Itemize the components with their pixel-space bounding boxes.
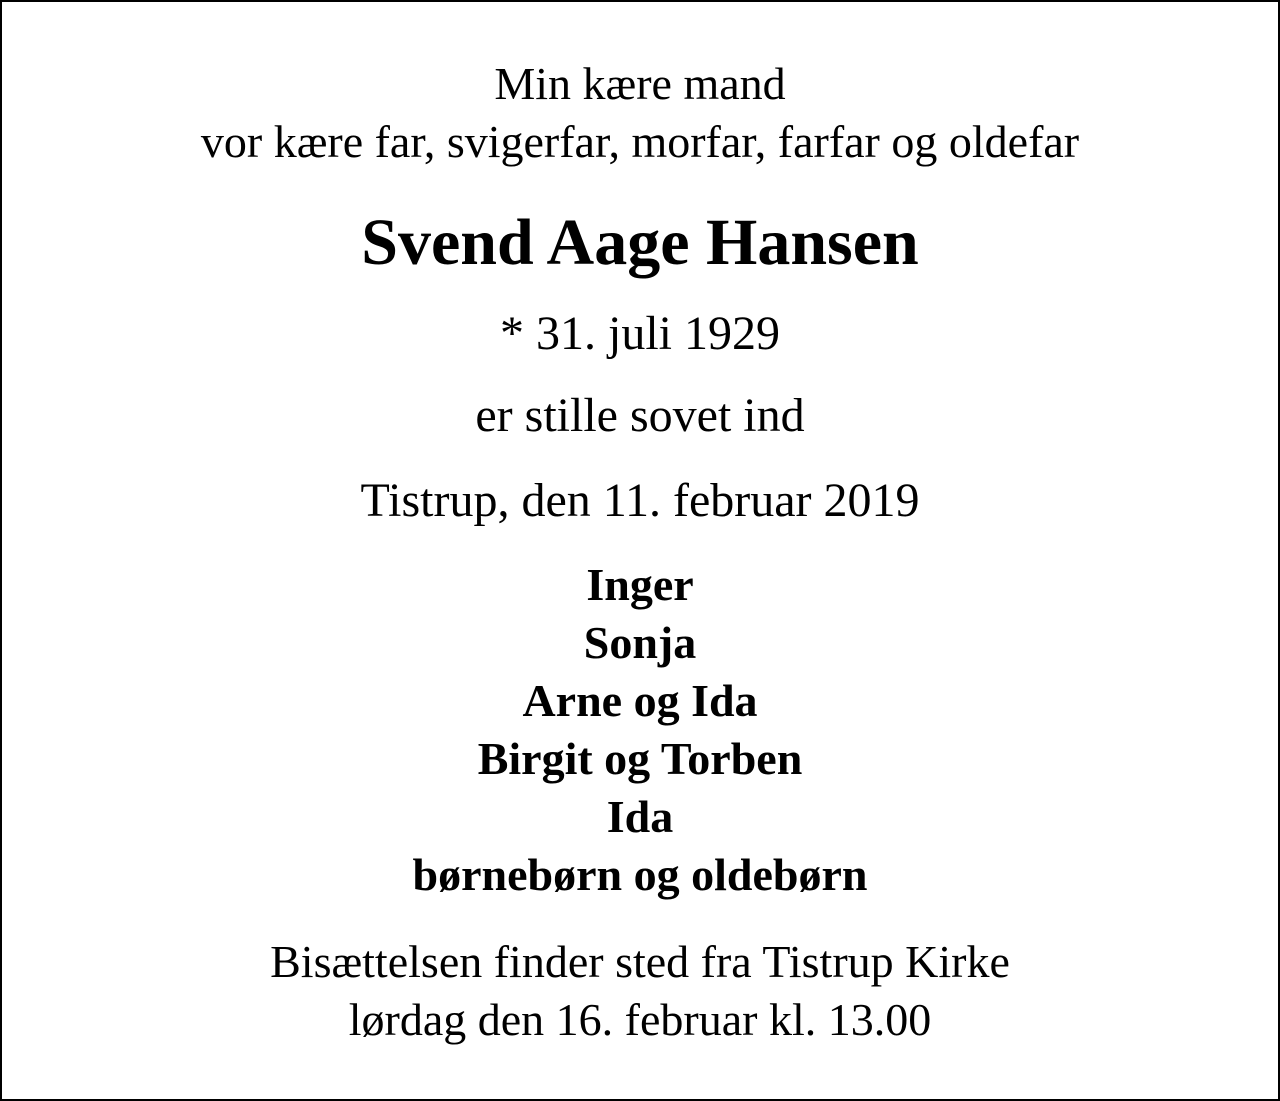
birth-date: * 31. juli 1929: [499, 307, 780, 360]
intro-line-1: Min kære mand: [494, 58, 786, 109]
place-and-date: Tistrup, den 11. februar 2019: [360, 474, 920, 527]
mourner-name: Arne og Ida: [522, 675, 758, 726]
deceased-name: Svend Aage Hansen: [361, 206, 919, 279]
mourner-name: børnebørn og oldebørn: [412, 849, 868, 900]
intro-line-2: vor kære far, svigerfar, morfar, farfar og oldefar: [200, 116, 1080, 167]
funeral-info-line-2: lørdag den 16. februar kl. 13.00: [348, 994, 932, 1045]
mourner-name: Sonja: [583, 617, 697, 668]
mourner-name: Inger: [586, 559, 694, 610]
funeral-info-line-1: Bisættelsen finder sted fra Tistrup Kirke: [270, 936, 1010, 987]
passing-message: er stille sovet ind: [475, 389, 805, 442]
mourner-name: Birgit og Torben: [477, 733, 803, 784]
mourner-name: Ida: [606, 791, 674, 842]
mourners-list: [2, 556, 1278, 904]
